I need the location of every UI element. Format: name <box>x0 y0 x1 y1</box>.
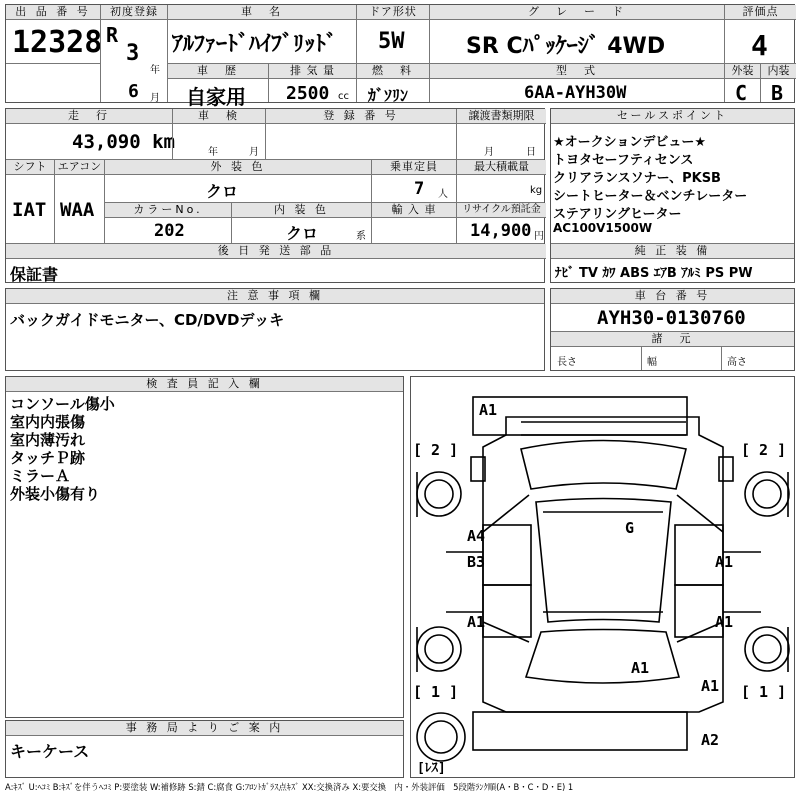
mark-right-rear-door: A1 <box>715 613 734 631</box>
bracket-spare: [ﾚｽ] <box>417 761 446 776</box>
int-color: クロ <box>286 224 319 243</box>
inspector-line-4: タッチＰ跡 <box>10 449 86 467</box>
ac: WAA <box>60 199 95 221</box>
import-header: 輸 入 車 <box>372 203 456 218</box>
notes-header: 注 意 事 項 欄 <box>6 289 544 304</box>
mileage: 43,090 km <box>72 131 175 153</box>
displacement: 2500 <box>286 83 330 104</box>
bracket-bottom-right: [ 1 ] <box>741 683 787 701</box>
reg-no-header: 登 録 番 号 <box>266 109 456 124</box>
score-header: 評価点 <box>725 5 796 20</box>
later-parts-header: 後 日 発 送 部 品 <box>6 244 546 259</box>
mark-rear-bumper: A2 <box>701 731 720 749</box>
chassis-number: AYH30-0130760 <box>597 307 746 329</box>
sales-point-2: トヨタセーフティセンス <box>553 153 694 168</box>
recycle-unit: 円 <box>534 231 544 242</box>
ac-header: エアコン <box>55 160 104 175</box>
transfer-header: 譲渡書類期限 <box>457 109 546 124</box>
lot-header: 出 品 番 号 <box>6 5 100 20</box>
car-name-header: 車 名 <box>168 5 356 20</box>
car-outline <box>411 377 794 777</box>
vehicle-info-block <box>5 108 545 283</box>
mark-left-rear-door: A1 <box>467 613 486 631</box>
sales-point-3: クリアランスソナー、PKSB <box>553 171 721 186</box>
history-header: 車 歴 <box>168 64 268 79</box>
inspector-line-1: コンソール傷小 <box>10 395 115 413</box>
sales-points-header: セールスポイント <box>551 109 794 124</box>
ext-grade: C <box>735 81 748 105</box>
notes-block <box>5 288 545 371</box>
capacity-unit: 人 <box>438 189 448 200</box>
inspector-header: 検 査 員 記 入 欄 <box>6 377 403 392</box>
mileage-header: 走 行 <box>6 109 172 124</box>
load-header: 最大積載量 <box>457 160 546 175</box>
spec-header: 諸 元 <box>551 332 794 347</box>
first-reg-header: 初度登録 <box>101 5 167 20</box>
grade-header: グ レ ー ド <box>430 5 724 20</box>
capacity-header: 乗車定員 <box>372 160 456 175</box>
ext-grade-header: 外装 <box>725 64 760 79</box>
ext-color-header: 外 装 色 <box>105 160 371 175</box>
model: 6AA-AYH30W <box>524 83 627 103</box>
bracket-top-left: [ 2 ] <box>413 441 459 459</box>
office-block <box>5 720 404 778</box>
mark-left-front-door-b3: B3 <box>467 553 486 571</box>
office-text: キーケース <box>10 742 90 761</box>
doors-header: ドア形状 <box>357 5 429 20</box>
transfer-day: 日 <box>526 147 536 158</box>
inspector-line-3: 室内薄汚れ <box>10 431 86 449</box>
sales-point-6: AC100V1500W <box>553 221 653 235</box>
chassis-header: 車 台 番 号 <box>551 289 794 304</box>
ext-color: クロ <box>206 182 239 201</box>
lot-number: 12328 <box>12 25 103 60</box>
era-year: 3 <box>126 41 140 66</box>
displacement-unit: cc <box>338 91 349 102</box>
sales-point-5: ステアリングヒーター <box>553 207 682 222</box>
recycle-header: リサイクル預託金 <box>457 203 546 218</box>
spec-height: 高さ <box>727 357 747 368</box>
mark-front-bumper: A1 <box>479 401 498 419</box>
inspector-line-2: 室内内張傷 <box>10 413 86 431</box>
inspection-header: 車 検 <box>173 109 265 124</box>
inspection-year: 年 <box>208 147 218 158</box>
chassis-block <box>550 288 795 371</box>
month-unit: 月 <box>150 93 160 104</box>
legend-footer: A:ｷｽﾞ U:ﾍｺﾐ B:ｷｽﾞを伴うﾍｺﾐ P:要塗装 W:補修跡 S:錆 C:腐食 G:ﾌﾛﾝﾄｶﾞﾗｽ点ｷｽﾞ XX:交換済み X:要交換 内・外装評価 5段階ﾗﾝｸ順(A・B・C・D・E) 1 <box>5 782 574 792</box>
notes-text: バックガイドモニター、CD/DVDデッキ <box>10 311 285 329</box>
bracket-bottom-left: [ 1 ] <box>413 683 459 701</box>
mark-rear-right: A1 <box>701 677 720 695</box>
spec-length: 長さ <box>557 357 577 368</box>
displacement-header: 排 気 量 <box>269 64 356 79</box>
load-unit: kg <box>530 185 543 196</box>
int-grade-header: 内装 <box>761 64 796 79</box>
model-header: 型 式 <box>430 64 724 79</box>
transfer-month: 月 <box>484 147 494 158</box>
shift-header: シフト <box>6 160 54 175</box>
mark-left-front-door-a4: A4 <box>467 527 486 545</box>
capacity: 7 <box>414 179 425 199</box>
doors: 5W <box>378 29 405 54</box>
fuel-header: 燃 料 <box>357 64 429 79</box>
mark-roof-glass: G <box>625 519 635 537</box>
equip-header: 純 正 装 備 <box>551 244 794 259</box>
inspection-month: 月 <box>249 147 259 158</box>
bracket-top-right: [ 2 ] <box>741 441 787 459</box>
mark-right-front-door: A1 <box>715 553 734 571</box>
sales-point-1: ★オークションデビュー★ <box>553 135 707 150</box>
header-block <box>5 4 795 109</box>
equipment: ﾅﾋﾞ TV ｶﾜ ABS ｴｱB ｱﾙﾐ PS PW <box>555 266 753 281</box>
inspector-block <box>5 376 404 718</box>
office-header: 事 務 局 よ り ご 案 内 <box>6 721 403 736</box>
shift: IAT <box>12 199 47 221</box>
grade: SR Cﾊﾟｯｹｰｼﾞ 4WD <box>466 34 666 59</box>
reg-month: 6 <box>128 81 139 102</box>
int-grade: B <box>771 81 784 105</box>
sales-point-4: シートヒーター＆ベンチレーター <box>553 189 748 204</box>
int-color-header: 内 装 色 <box>232 203 371 218</box>
score: 4 <box>751 29 768 62</box>
car-name: ｱﾙﾌｧｰﾄﾞﾊｲﾌﾞﾘｯﾄﾞ <box>172 32 338 57</box>
sales-points-block <box>550 108 795 283</box>
recycle: 14,900 <box>470 221 532 241</box>
history: 自家用 <box>186 85 246 109</box>
fuel: ｶﾞｿﾘﾝ <box>368 86 409 105</box>
later-parts: 保証書 <box>10 265 59 284</box>
color-no-header: カラーNo. <box>105 203 231 218</box>
mark-rear-center: A1 <box>631 659 650 677</box>
car-diagram <box>410 376 795 778</box>
int-color-suffix: 系 <box>356 231 366 242</box>
year-unit: 年 <box>150 65 160 76</box>
inspector-line-5: ミラーＡ <box>10 467 71 485</box>
spec-width: 幅 <box>647 357 657 368</box>
era: R <box>106 23 119 47</box>
inspector-line-6: 外装小傷有り <box>10 485 101 503</box>
color-no: 202 <box>154 221 185 241</box>
